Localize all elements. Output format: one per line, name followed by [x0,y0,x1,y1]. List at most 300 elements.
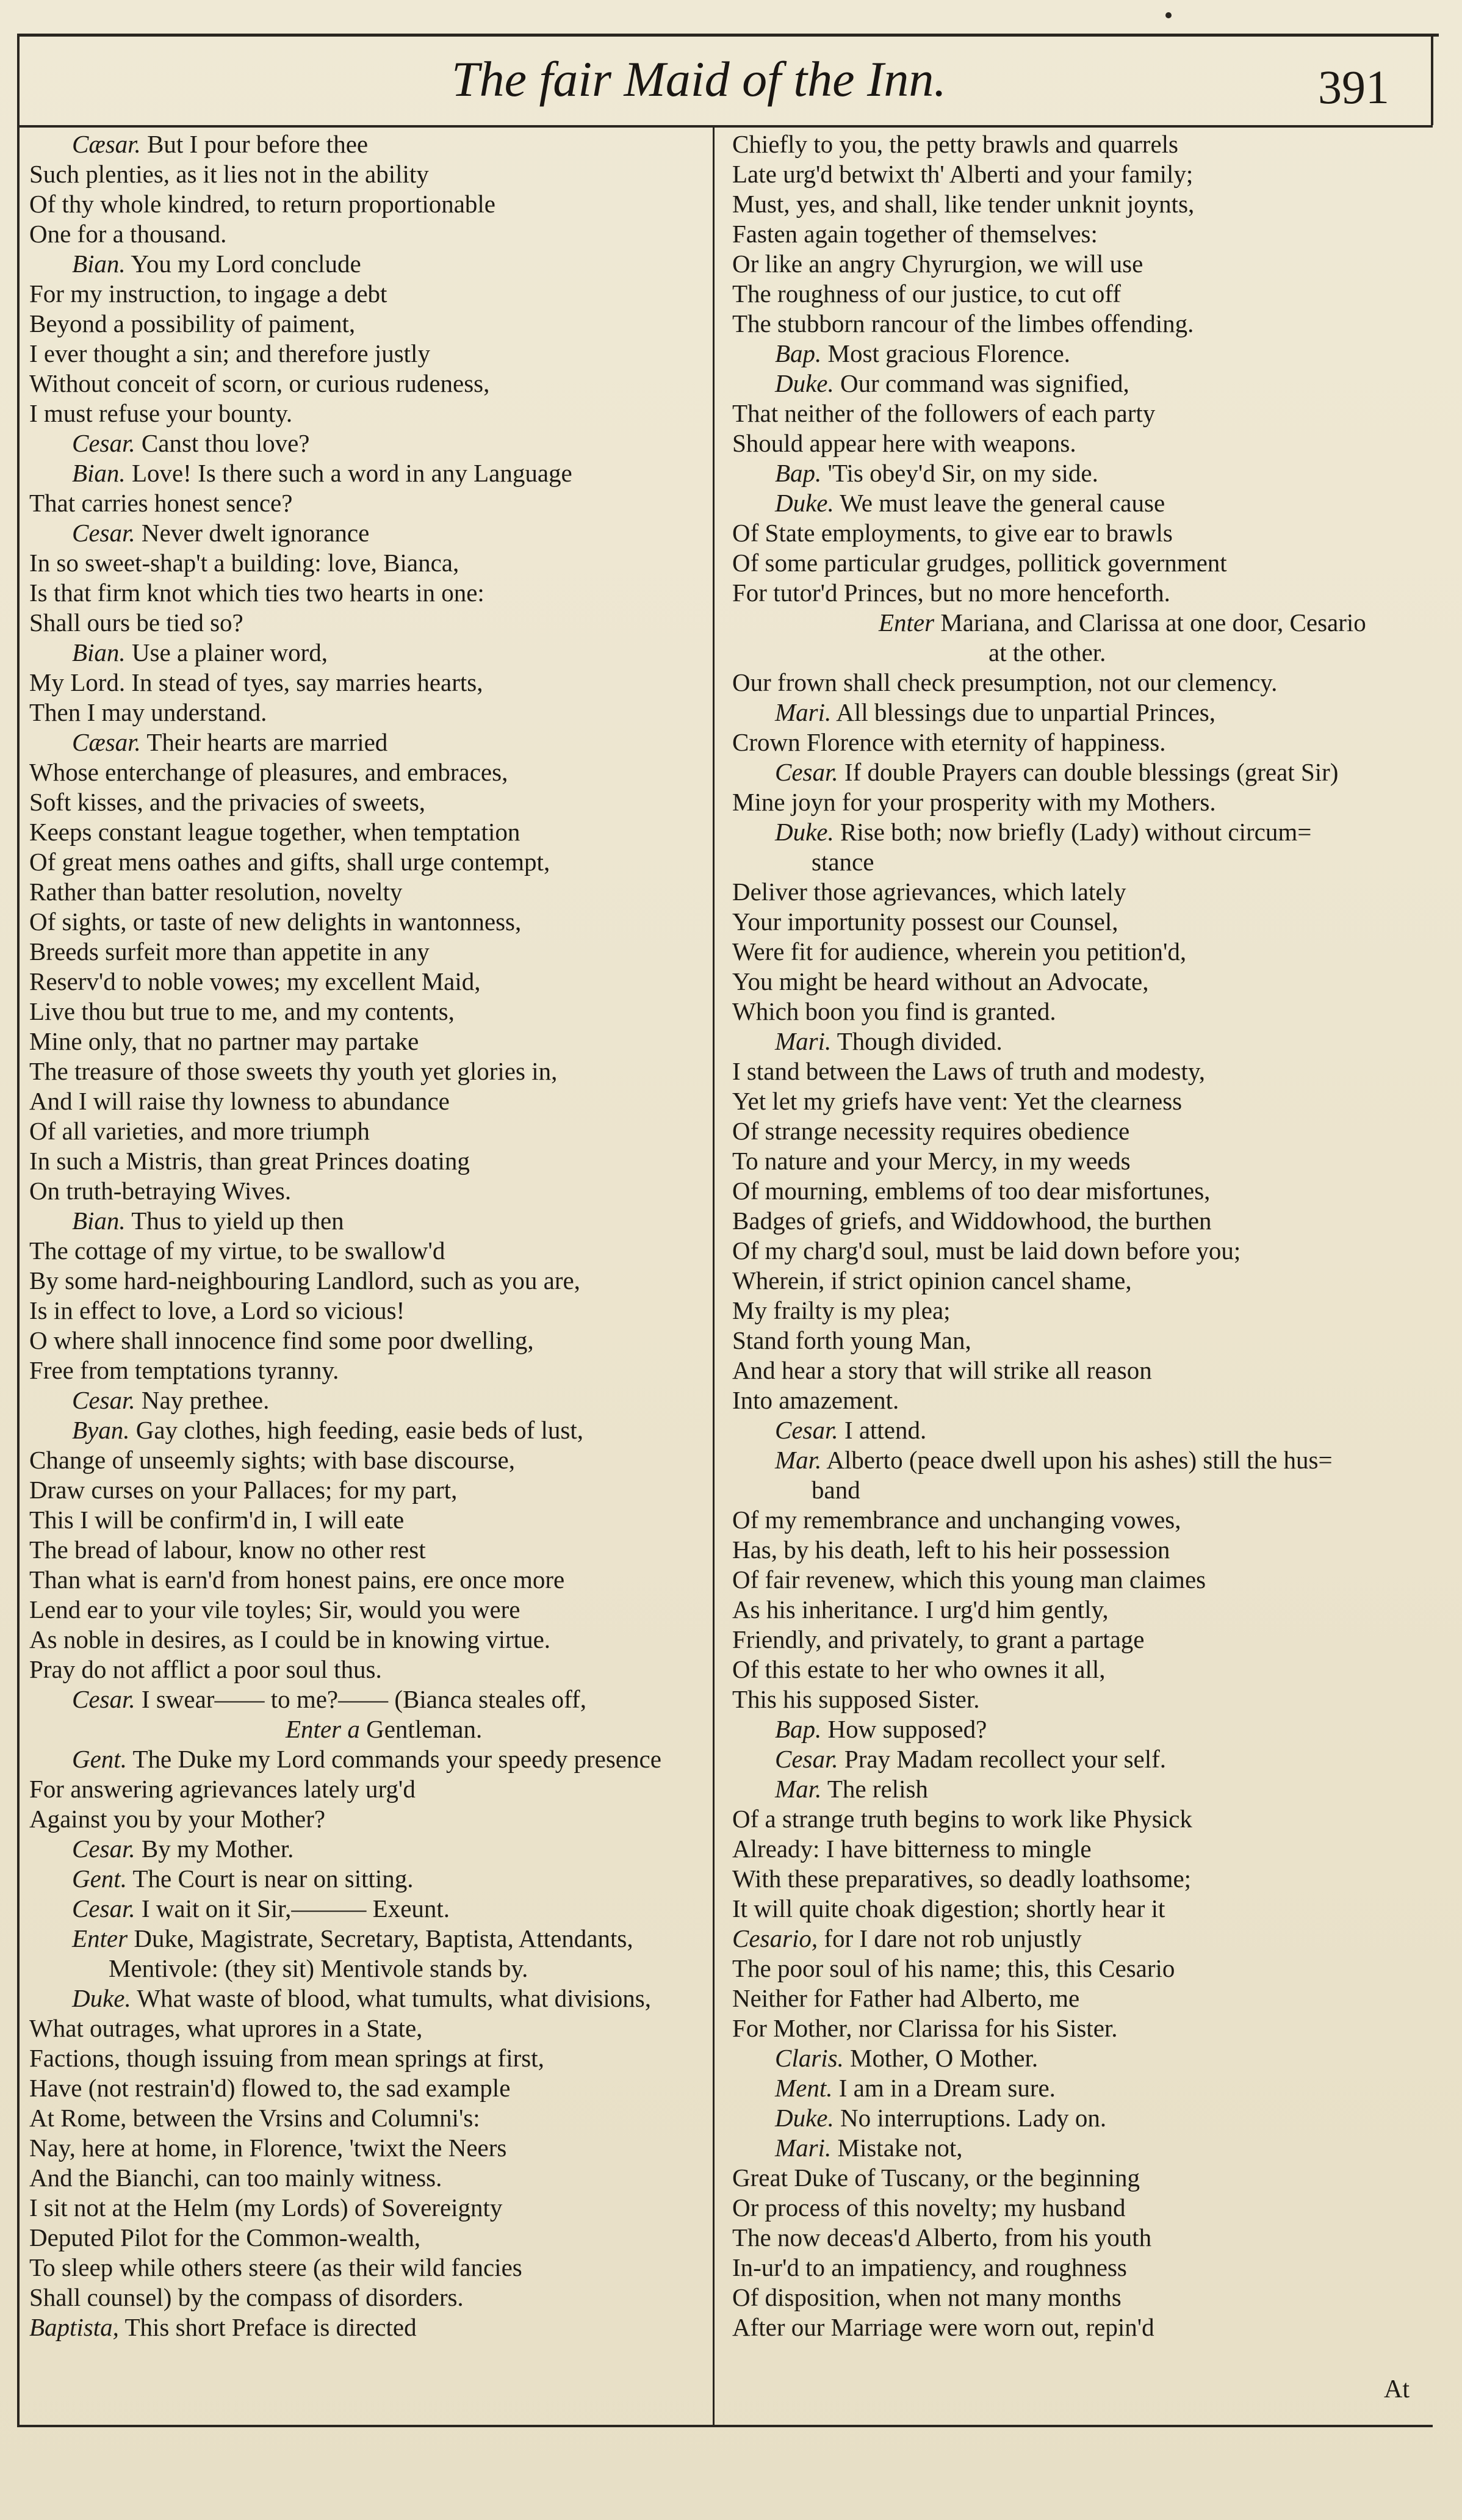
text-line [732,638,1428,668]
text-line [29,608,713,638]
line-text: I ever thought a sin; and therefore justly [29,339,430,367]
line-text: My Lord. In stead of tyes, say marries hearts, [29,668,483,696]
line-text: Mine joyn for your prosperity with my Mothers. [732,788,1216,816]
text-line [29,1864,713,1894]
text-line [29,2312,713,2342]
line-text: Crown Florence with eternity of happiness. [732,728,1166,756]
line-text: For answering agrievances lately urg'd [29,1775,416,1803]
line-text: On truth-betraying Wives. [29,1177,292,1205]
line-text: Pray do not afflict a poor soul thus. [29,1655,382,1683]
text-line [29,1116,713,1146]
text-line [29,1027,713,1056]
line-text: The Court is near on sitting. [132,1865,414,1893]
line-text: I stand between the Laws of truth and modesty, [732,1057,1205,1085]
line-text: And hear a story that will strike all reason [732,1356,1152,1384]
line-text: Without conceit of scorn, or curious rudeness, [29,369,490,397]
text-line [29,2013,713,2043]
line-text: After our Marriage were worn out, repin'd [732,2313,1154,2341]
line-text: By some hard-neighbouring Landlord, such as you are, [29,1266,580,1294]
line-text: If double Prayers can double blessings (great Sir) [844,758,1339,786]
line-text: But I pour before thee [147,130,369,158]
text-line [29,1445,713,1475]
text-line [732,339,1428,369]
text-line [732,1266,1428,1296]
speaker-label: Cesar. [72,429,135,457]
text-line [732,159,1428,189]
text-line [29,2103,713,2133]
line-text: 'Tis obey'd Sir, on my side. [827,459,1098,487]
speaker-label: Cesar. [72,1386,135,1414]
speaker-label: Cesar. [775,1745,838,1773]
speaker-label: Duke. [775,489,834,517]
text-line [732,189,1428,219]
text-line [732,1744,1428,1774]
line-text: Have (not restrain'd) flowed to, the sad example [29,2074,511,2102]
text-line [732,1924,1428,1954]
line-text: Stand forth young Man, [732,1326,971,1354]
speaker-label: Mari. [775,1027,832,1055]
line-text: And the Bianchi, can too mainly witness. [29,2164,442,2192]
line-text: Pray Madam recollect your self. [844,1745,1167,1773]
text-line [732,518,1428,548]
line-text: What waste of blood, what tumults, what divisions, [137,1984,651,2012]
text-line [732,877,1428,907]
speaker-label: Ment. [775,2074,833,2102]
text-line [732,458,1428,488]
line-text: I must refuse your bounty. [29,399,293,427]
text-line [29,1415,713,1445]
line-text: This short Preface is directed [124,2313,417,2341]
ink-spot [1165,12,1172,18]
text-line [29,787,713,817]
line-text: Friendly, and privately, to grant a partage [732,1625,1145,1653]
right-text-column [732,129,1428,2342]
line-text: My frailty is my plea; [732,1296,951,1324]
line-text: Mistake not, [837,2134,963,2162]
text-line [732,847,1428,877]
text-line [732,608,1428,638]
text-line [732,727,1428,757]
line-text: Reserv'd to noble vowes; my excellent Maid, [29,967,481,995]
text-line [29,1714,713,1744]
line-text: Though divided. [837,1027,1003,1055]
speaker-label: Cesar. [72,519,135,547]
line-text: At Rome, between the Vrsins and Columni's: [29,2104,480,2132]
speaker-label: Bap. [775,339,822,367]
line-text: for I dare not rob unjustly [824,1924,1082,1952]
speaker-label: Cesar. [775,1416,838,1444]
text-line [29,1984,713,2013]
line-text: Breeds surfeit more than appetite in any [29,937,430,966]
line-text: All blessings due to unpartial Princes, [836,698,1215,726]
text-line [732,1296,1428,1326]
line-text: Then I may understand. [29,698,267,726]
text-line [29,937,713,967]
line-text: Our frown shall check presumption, not our clemency. [732,668,1278,696]
line-text: Shall counsel) by the compass of disorders. [29,2283,464,2311]
line-text: Already: I have bitterness to mingle [732,1835,1092,1863]
text-line [29,129,713,159]
line-text: This I will be confirm'd in, I will eate [29,1506,405,1534]
text-line [29,2043,713,2073]
line-text: Shall ours be tied so? [29,608,243,637]
text-line [732,1356,1428,1385]
line-text: Must, yes, and shall, like tender unknit joynts, [732,190,1195,218]
line-text: Most gracious Florence. [827,339,1070,367]
text-line [29,638,713,668]
text-line [732,488,1428,518]
line-text: The cottage of my virtue, to be swallow'd [29,1237,445,1265]
text-line [29,159,713,189]
text-line [29,698,713,727]
text-line [732,2163,1428,2193]
line-text: Of my remembrance and unchanging vowes, [732,1506,1181,1534]
line-text: In so sweet-shap't a building: love, Bianca, [29,549,459,577]
text-line [29,1684,713,1714]
line-text: Great Duke of Tuscany, or the beginning [732,2164,1140,2192]
speaker-label: Cæsar. [72,728,141,756]
text-line [732,309,1428,339]
header-right-rule [1431,34,1433,125]
line-text: Of mourning, emblems of too dear misfortunes, [732,1177,1211,1205]
line-text: Of my charg'd soul, must be laid down before you; [732,1237,1241,1265]
line-text: Never dwelt ignorance [141,519,370,547]
line-text: Beyond a possibility of paiment, [29,309,356,338]
line-text: Of State employments, to give ear to brawls [732,519,1173,547]
line-text: The relish [827,1775,928,1803]
speaker-label: Bian. [72,638,126,666]
text-line [29,219,713,249]
line-text: In such a Mistris, than great Princes doating [29,1147,470,1175]
line-text: As noble in desires, as I could be in knowing virtue. [29,1625,551,1653]
text-line [732,698,1428,727]
speaker-label: Mari. [775,698,832,726]
text-line [29,2283,713,2312]
speaker-label: Mar. [775,1446,822,1474]
speaker-label: Bian. [72,1207,126,1235]
text-line [732,1445,1428,1475]
text-line [732,428,1428,458]
line-text: One for a thousand. [29,220,227,248]
text-line [732,787,1428,817]
line-text: The treasure of those sweets thy youth yet glories in, [29,1057,558,1085]
line-text: Gentleman. [366,1715,483,1743]
speaker-label: Duke. [775,818,834,846]
line-text: Of disposition, when not many months [732,2283,1122,2311]
line-text: Nay prethee. [141,1386,270,1414]
line-text: Neither for Father had Alberto, me [732,1984,1080,2012]
line-text: Yet let my griefs have vent: Yet the clearness [732,1087,1183,1115]
text-line [732,1385,1428,1415]
text-line [29,2133,713,2163]
line-text: Mariana, and Clarissa at one door, Cesario [940,608,1366,637]
text-line [732,2013,1428,2043]
text-line [29,279,713,309]
text-line [29,1924,713,1954]
text-line [732,1565,1428,1595]
speaker-label: Gent. [72,1745,127,1773]
text-line [732,1027,1428,1056]
speaker-label: Duke. [775,2104,834,2132]
line-text: The now deceas'd Alberto, from his youth [732,2223,1152,2251]
line-text: Such plenties, as it lies not in the ability [29,160,429,188]
line-text: Soft kisses, and the privacies of sweets, [29,788,426,816]
text-line [732,2103,1428,2133]
line-text: Free from temptations tyranny. [29,1356,339,1384]
header-rule [17,125,1433,128]
speaker-label: Claris. [775,2044,844,2072]
text-line [732,2043,1428,2073]
speaker-label: Mar. [775,1775,822,1803]
line-text: With these preparatives, so deadly loathsome; [732,1865,1192,1893]
line-text: Mother, O Mother. [850,2044,1039,2072]
text-line [29,668,713,698]
text-line [732,1864,1428,1894]
text-line [29,399,713,428]
line-text: Than what is earn'd from honest pains, ere once more [29,1565,565,1594]
line-text: I sit not at the Helm (my Lords) of Sovereignty [29,2193,503,2222]
text-line [29,1954,713,1984]
left-rule [17,34,20,2426]
text-line [732,369,1428,399]
line-text: Of fair revenew, which this young man claimes [732,1565,1206,1594]
line-text: Of this estate to her who ownes it all, [732,1655,1106,1683]
text-line [732,1475,1428,1505]
text-line [732,249,1428,279]
line-text: Gay clothes, high feeding, easie beds of lust, [135,1416,584,1444]
line-text: Rise both; now briefly (Lady) without circum= [840,818,1312,846]
top-rule [17,34,1439,37]
line-text: Has, by his death, left to his heir possession [732,1536,1170,1564]
text-line [732,1116,1428,1146]
text-line [732,219,1428,249]
text-line [29,2193,713,2223]
line-text: I am in a Dream sure. [838,2074,1056,2102]
text-line [29,1086,713,1116]
text-line [732,757,1428,787]
text-line [29,1206,713,1236]
text-line [29,727,713,757]
text-line [732,2133,1428,2163]
speaker-label: Cesar. [72,1835,135,1863]
speaker-label: Byan. [72,1416,130,1444]
text-line [29,967,713,997]
line-text: Of a strange truth begins to work like Physick [732,1805,1192,1833]
speaker-label: Duke. [775,369,834,397]
text-line [732,1834,1428,1864]
text-line [732,279,1428,309]
text-line [732,1684,1428,1714]
text-line [29,428,713,458]
line-text: Their hearts are married [146,728,388,756]
line-text: Whose enterchange of pleasures, and embraces, [29,758,508,786]
text-line [29,1894,713,1924]
text-line [732,1625,1428,1655]
text-line [29,997,713,1027]
line-text: As his inheritance. I urg'd him gently, [732,1595,1109,1623]
text-line [29,1236,713,1266]
text-line [29,1535,713,1565]
text-line [29,369,713,399]
line-text: You my Lord conclude [131,250,361,278]
text-line [29,1385,713,1415]
text-line [732,1176,1428,1206]
line-text: Of thy whole kindred, to return proportionable [29,190,496,218]
line-text: Fasten again together of themselves: [732,220,1098,248]
text-line [29,1505,713,1535]
line-text: The stubborn rancour of the limbes offending. [732,309,1194,338]
speaker-label: Enter [879,608,935,637]
line-text: Wherein, if strict opinion cancel shame, [732,1266,1132,1294]
speaker-label: Bap. [775,1715,822,1743]
running-title: The fair Maid of the Inn. [452,51,946,107]
line-text: Rather than batter resolution, novelty [29,878,403,906]
line-text: Your importunity possest our Counsel, [732,908,1118,936]
line-text: I wait on it Sir,——— Exeunt. [141,1894,450,1922]
text-line [732,817,1428,847]
line-text: Use a plainer word, [131,638,328,666]
text-line [29,548,713,578]
line-text: Chiefly to you, the petty brawls and quarrels [732,130,1178,158]
text-line [29,877,713,907]
text-line [732,129,1428,159]
text-line [29,1744,713,1774]
line-text: To nature and your Mercy, in my weeds [732,1147,1131,1175]
text-line [29,1774,713,1804]
text-line [732,997,1428,1027]
line-text: Mine only, that no partner may partake [29,1027,419,1055]
page-number: 391 [1318,60,1389,114]
text-line [732,1056,1428,1086]
text-line [732,907,1428,937]
text-line [732,1804,1428,1834]
text-line [732,967,1428,997]
text-line [732,2312,1428,2342]
text-line [732,1086,1428,1116]
line-text: That neither of the followers of each party [732,399,1156,427]
text-line [29,339,713,369]
line-text: Of sights, or taste of new delights in wantonness, [29,908,522,936]
text-line [29,2163,713,2193]
text-line [29,1266,713,1296]
text-line [732,1894,1428,1924]
line-text: Live thou but true to me, and my contents, [29,997,455,1025]
line-text: It will quite choak digestion; shortly hear it [732,1894,1165,1922]
bottom-rule [17,2425,1433,2427]
text-line [29,1326,713,1356]
text-line [732,2223,1428,2253]
text-line [29,1146,713,1176]
line-text: Against you by your Mother? [29,1805,326,1833]
line-text: at the other. [988,638,1106,666]
line-text: Thus to yield up then [131,1207,344,1235]
line-text: To sleep while others steere (as their wild fancies [29,2253,522,2281]
text-line [29,578,713,608]
text-line [29,847,713,877]
text-line [29,1356,713,1385]
text-line [29,488,713,518]
line-text: For Mother, nor Clarissa for his Sister. [732,2014,1118,2042]
speaker-label: Cesar. [775,758,838,786]
line-text: band [812,1476,860,1504]
line-text: The bread of labour, know no other rest [29,1536,426,1564]
speaker-label: Bian. [72,250,126,278]
text-line [29,1475,713,1505]
text-line [732,2073,1428,2103]
line-text: Were fit for audience, wherein you petition'd, [732,937,1187,966]
speaker-label: Gent. [72,1865,127,1893]
line-text: No interruptions. Lady on. [840,2104,1107,2132]
text-line [732,1655,1428,1684]
text-line [29,1595,713,1625]
speaker-label: Duke. [72,1984,131,2012]
text-line [29,817,713,847]
line-text: Nay, here at home, in Florence, 'twixt the Neers [29,2134,507,2162]
text-line [29,2223,713,2253]
line-text: Into amazement. [732,1386,899,1414]
text-line [732,1774,1428,1804]
text-line [29,518,713,548]
line-text: Lend ear to your vile toyles; Sir, would you were [29,1595,520,1623]
text-line [29,2253,713,2283]
line-text: Change of unseemly sights; with base discourse, [29,1446,515,1474]
catchword: At [1384,2375,1410,2403]
text-line [29,907,713,937]
line-text: Or process of this novelty; my husband [732,2193,1126,2222]
line-text: Late urg'd betwixt th' Alberti and your family; [732,160,1194,188]
text-line [732,2283,1428,2312]
text-line [732,1146,1428,1176]
text-line [732,1595,1428,1625]
speaker-label: Cesar. [72,1685,135,1713]
text-line [732,937,1428,967]
line-text: Is in effect to love, a Lord so vicious! [29,1296,405,1324]
text-line [29,1625,713,1655]
line-text: Draw curses on your Pallaces; for my part, [29,1476,458,1504]
speaker-label: Enter [72,1924,128,1952]
text-line [29,1834,713,1864]
line-text: We must leave the general cause [840,489,1165,517]
line-text: The Duke my Lord commands your speedy presence [132,1745,661,1773]
text-line [29,309,713,339]
line-text: In-ur'd to an impatiency, and roughness [732,2253,1127,2281]
text-line [29,1655,713,1684]
text-line [29,1176,713,1206]
line-text: I swear—— to me?—— (Bianca steales off, [141,1685,586,1713]
line-text: Love! Is there such a word in any Language [131,459,572,487]
text-line [732,1984,1428,2013]
line-text: You might be heard without an Advocate, [732,967,1149,995]
text-line [29,1056,713,1086]
speaker-label: Cesar. [72,1894,135,1922]
text-line [732,1236,1428,1266]
line-text: This his supposed Sister. [732,1685,980,1713]
line-text: Of all varieties, and more triumph [29,1117,370,1145]
line-text: The roughness of our justice, to cut off [732,280,1121,308]
line-text: Duke, Magistrate, Secretary, Baptista, Attendants, [134,1924,633,1952]
line-text: Of some particular grudges, pollitick government [732,549,1227,577]
line-text: That carries honest sence? [29,489,293,517]
line-text: O where shall innocence find some poor dwelling, [29,1326,534,1354]
line-text: Our command was signified, [840,369,1129,397]
text-line [732,1954,1428,1984]
line-text: How supposed? [827,1715,987,1743]
line-text: Alberto (peace dwell upon his ashes) still the hus= [826,1446,1333,1474]
line-text: Deliver those agrievances, which lately [732,878,1126,906]
line-text: Mentivole: (they sit) Mentivole stands by. [109,1954,528,1982]
line-text: Of strange necessity requires obedience [732,1117,1130,1145]
text-line [29,458,713,488]
